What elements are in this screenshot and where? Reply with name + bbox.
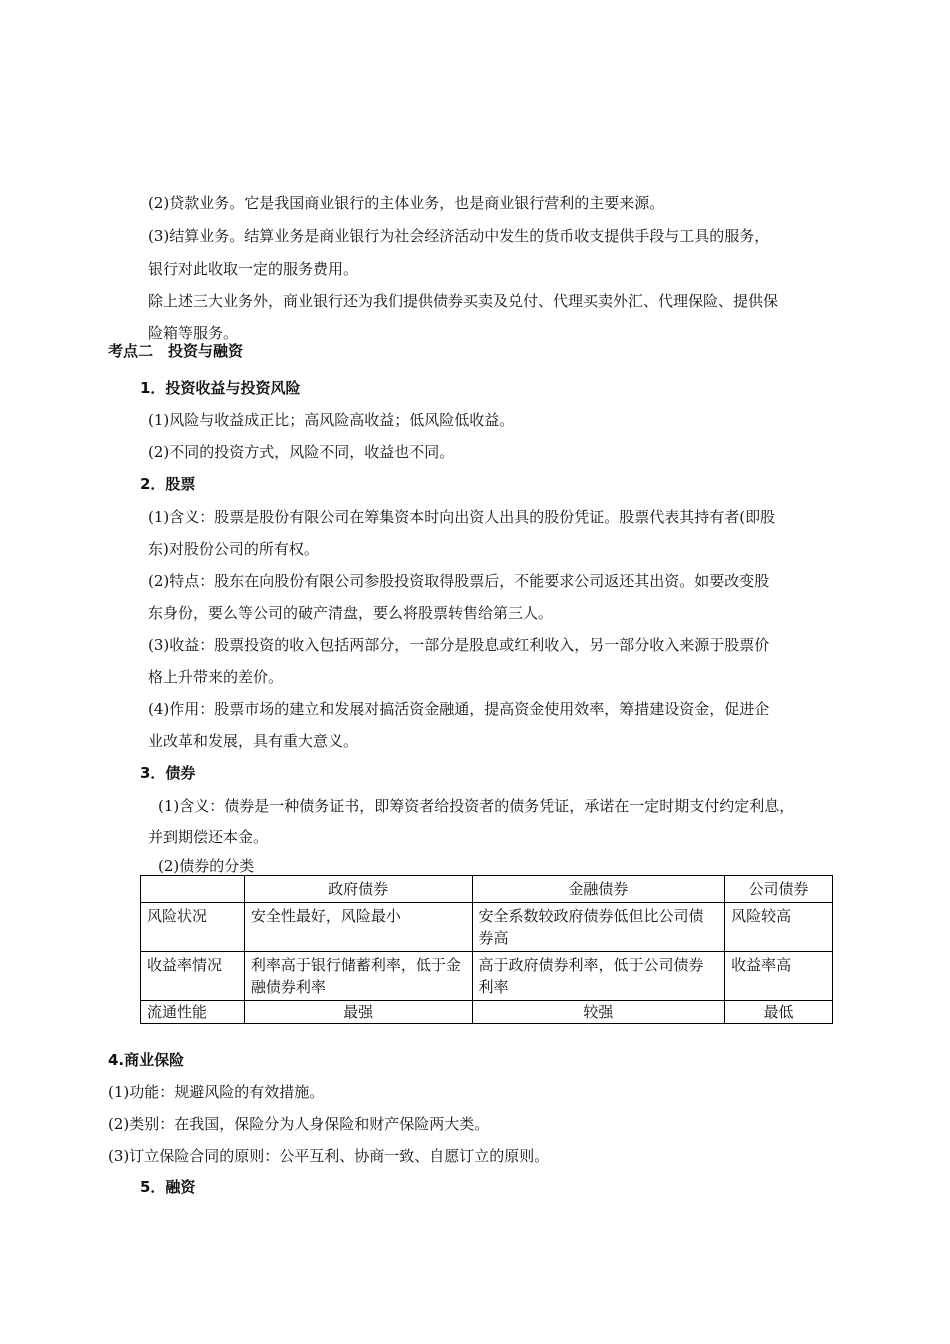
table-row-label: 收益率情况 [141, 952, 245, 1001]
paragraph-stock-income-line1: (3)收益：股票投资的收入包括两部分，一部分是股息或红利收入，另一部分收入来源于股票价 [148, 636, 770, 654]
table-cell: 较强 [472, 1001, 725, 1024]
table-cell: 收益率高 [725, 952, 833, 1001]
table-cell: 最强 [244, 1001, 472, 1024]
paragraph-settlement-line2: 银行对此收取一定的服务费用。 [148, 260, 359, 278]
paragraph-settlement-line1: (3)结算业务。结算业务是商业银行为社会经济活动中发生的货币收支提供手段与工具的服务， [148, 227, 770, 245]
table-cell: 安全性最好，风险最小 [244, 903, 472, 952]
paragraph-bond-classification: (2)债券的分类 [158, 857, 255, 875]
paragraph-stock-role-line1: (4)作用：股票市场的建立和发展对搞活资金融通，提高资金使用效率，筹措建设资金，促进企 [148, 700, 770, 718]
table-cell: 最低 [725, 1001, 833, 1024]
table-header-cell: 公司债券 [725, 876, 833, 903]
table-cell: 风险较高 [725, 903, 833, 952]
table-row [141, 952, 833, 1001]
paragraph-stock-role-line2: 业改革和发展，具有重大意义。 [148, 732, 359, 750]
heading-financing: 5．融资 [140, 1178, 196, 1196]
table-header-row [141, 876, 833, 903]
paragraph-stock-definition-line1: (1)含义：股票是股份有限公司在筹集资本时向出资人出具的股份凭证。股票代表其持有者(即股 [148, 508, 776, 526]
bond-classification-table [140, 875, 833, 1024]
table-row-label: 流通性能 [141, 1001, 245, 1024]
paragraph-other-services-line2: 险箱等服务。 [148, 324, 239, 342]
heading-bonds: 3．债券 [140, 764, 196, 782]
table-header-cell: 金融债券 [472, 876, 725, 903]
paragraph-bond-definition-line2: 并到期偿还本金。 [148, 828, 269, 846]
table-header-cell [141, 876, 245, 903]
heading-commercial-insurance: 4.商业保险 [108, 1051, 185, 1069]
paragraph-stock-definition-line2: 东)对股份公司的所有权。 [148, 540, 319, 558]
table-header-cell: 政府债券 [244, 876, 472, 903]
paragraph-stock-features-line2: 东身份，要么等公司的破产清盘，要么将股票转售给第三人。 [148, 604, 554, 622]
paragraph-insurance-types: (2)类别：在我国，保险分为人身保险和财产保险两大类。 [108, 1115, 490, 1133]
paragraph-stock-income-line2: 格上升带来的差价。 [148, 668, 284, 686]
table-cell: 利率高于银行储蓄利率，低于金融债券利率 [244, 952, 472, 1001]
paragraph-other-services-line1: 除上述三大业务外，商业银行还为我们提供债券买卖及兑付、代理买卖外汇、代理保险、提供保 [148, 292, 779, 310]
section-title: 考点二 投资与融资 [108, 342, 244, 360]
table-row [141, 1001, 833, 1024]
heading-stocks: 2．股票 [140, 475, 196, 493]
paragraph-bond-definition-line1: (1)含义：债券是一种债务证书，即筹资者给投资者的债务凭证，承诺在一定时期支付约定利息， [158, 797, 795, 815]
paragraph-insurance-function: (1)功能：规避风险的有效措施。 [108, 1083, 325, 1101]
table-row [141, 903, 833, 952]
paragraph-stock-features-line1: (2)特点：股东在向股份有限公司参股投资取得股票后，不能要求公司返还其出资。如要改变股 [148, 572, 770, 590]
table-cell: 安全系数较政府债券低但比公司债券高 [472, 903, 725, 952]
table-row-label: 风险状况 [141, 903, 245, 952]
paragraph-loan-business: (2)贷款业务。它是我国商业银行的主体业务，也是商业银行营利的主要来源。 [148, 194, 665, 212]
paragraph-risk-return-2: (2)不同的投资方式，风险不同，收益也不同。 [148, 443, 455, 461]
paragraph-risk-return-1: (1)风险与收益成正比；高风险高收益；低风险低收益。 [148, 411, 515, 429]
paragraph-insurance-principles: (3)订立保险合同的原则：公平互利、协商一致、自愿订立的原则。 [108, 1147, 550, 1165]
table-cell: 高于政府债券利率，低于公司债券利率 [472, 952, 725, 1001]
heading-investment-return-risk: 1．投资收益与投资风险 [140, 379, 301, 397]
